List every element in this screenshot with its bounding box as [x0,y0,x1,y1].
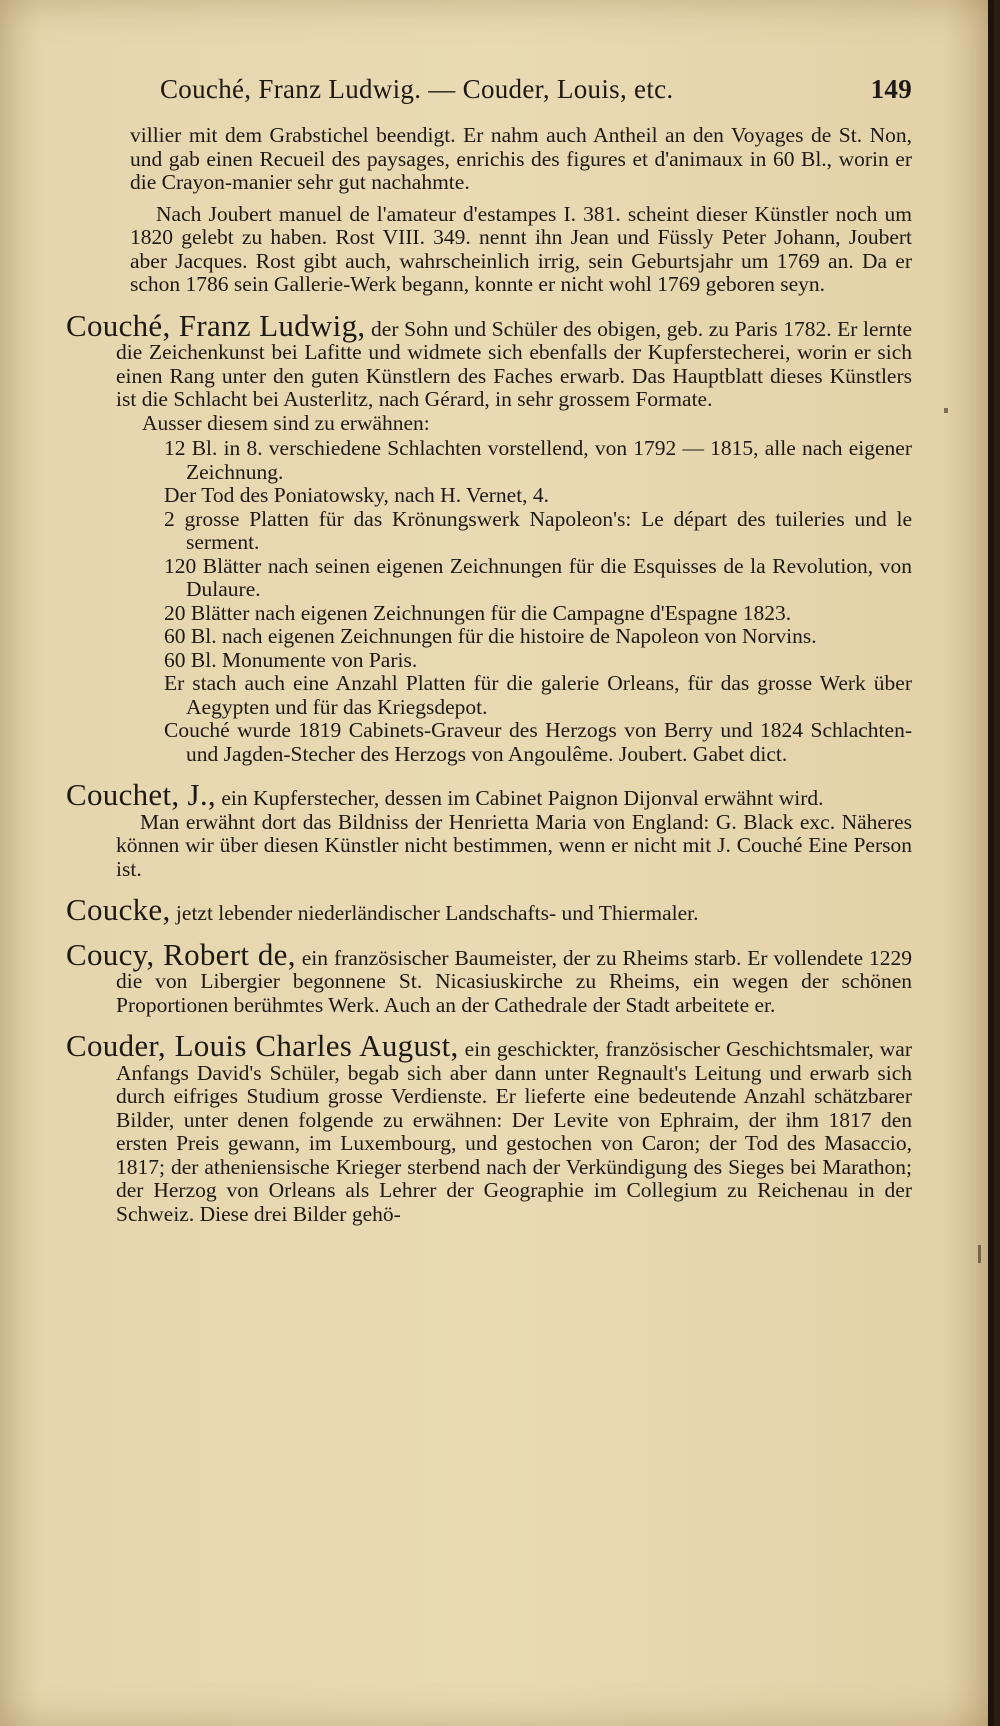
entry-couchet [66,777,912,812]
entry-couder [66,1028,912,1226]
works-list [66,437,912,766]
works-item: Der Tod des Poniatowsky, nach H. Vernet, 4. [164,483,550,507]
ink-speck [944,408,948,413]
continued-paragraph: villier mit dem Grabstichel beendigt. Er nahm auch Antheil an den Voyages de St. Non, und gab einen Recueil des paysages, enrichis des figures et d'animaux in 60 Bl., worin er die Crayon-manier sehr gut nachahmte. [130,123,912,194]
entry-text: ein geschickter, französischer Geschichtsmaler, war Anfangs David's Schüler, begab sich aber dann unter Regnault's Leitung und erwarb sich durch eifriges Studium grosse Verdienste. Er lieferte eine bedeutende Anzahl schätzbarer Bilder, unter denen folgende zu erwähnen: Der Levite von Ephraim, der ihm 1817 den ersten Preis gewann, im Luxembourg, und gestochen von Caron; der Tod des Masaccio, 1817; der atheniensische Krieger sterbend nach der Verkündigung des Sieges bei Marathon; der Herzog von Orleans als Lehrer der Geographie im Collegium zu Reichenau in der Schweiz. Diese drei Bilder gehö- [116,1037,912,1226]
works-item: 12 Bl. in 8. verschiedene Schlachten vorstellend, von 1792 — 1815, alle nach eigener Zeichnung. [164,436,912,484]
page-body [66,124,912,1226]
entry-text: ein Kupferstecher, dessen im Cabinet Paignon Dijonval erwähnt wird. [221,786,824,810]
entry-headword: Couchet, J., [66,777,216,812]
entry-note: Man erwähnt dort das Bildniss der Henrietta Maria von England: G. Black exc. Näheres können wir über diesen Künstler nicht bestimmen, wenn er nicht mit J. Couché Eine Person ist. [116,809,912,881]
page-number: 149 [870,74,912,104]
ink-speck [978,1245,981,1263]
works-item: 20 Blätter nach eigenen Zeichnungen für die Campagne d'Espagne 1823. [164,600,792,625]
entry-headword: Coucke, [66,892,171,927]
works-item: 60 Bl. Monumente von Paris. [164,647,418,672]
entry-headword: Couder, Louis Charles August, [66,1028,459,1063]
works-item: Couché wurde 1819 Cabinets-Graveur des Herzogs von Berry und 1824 Schlachten- und Jagden-Stecher des Herzogs von Angoulême. Joubert. Gabet dict. [164,718,912,766]
entry-text: der Sohn und Schüler des obigen, geb. zu Paris 1782. Er lernte die Zeichenkunst bei Lafitte und widmete sich ebenfalls der Kupferstecherei, worin er sich einen Rang unter den guten Künstlern des Faches erwarb. Das Hauptblatt dieses Künstlers ist die Schlacht bei Austerlitz, nach Gérard, in sehr grossem Formate. [116,316,912,411]
works-item: 2 grosse Platten für das Krönungswerk Napoleon's: Le départ des tuileries und le serment. [164,506,912,554]
entry-text: ein französischer Baumeister, der zu Rheims starb. Er vollendete 1229 die von Libergier begonnene St. Nicasiuskirche zu Rheims, ein wegen der schönen Proportionen berühmtes Werk. Auch an der Cathedrale der Stadt arbeitete er. [116,945,912,1017]
running-title: Couché, Franz Ludwig. — Couder, Louis, etc. [160,74,674,104]
entry-coucy [66,936,912,1018]
works-item: Er stach auch eine Anzahl Platten für die galerie Orleans, für das grosse Werk über Aegypten und für das Kriegsdepot. [164,671,912,719]
entry-headword: Couché, Franz Ludwig, [66,307,366,343]
page-binding-edge [988,0,994,1726]
entry-headword: Coucy, Robert de, [66,936,296,972]
entry-coucke [66,892,912,927]
running-header [160,74,912,114]
works-item: 60 Bl. nach eigenen Zeichnungen für die histoire de Napoleon von Norvins. [164,624,817,648]
note-paragraph: Nach Joubert manuel de l'amateur d'estampes I. 381. scheint dieser Künstler noch um 1820 gelebt zu haben. Rost VIII. 349. nennt ihn Jean und Füssly Peter Johann, Joubert aber Jacques. Rost gibt auch, wahrscheinlich irrig, sein Geburtsjahr um 1769 an. Da er schon 1786 sein Gallerie-Werk begann, konnte er nicht wohl 1769 geboren seyn. [130,201,912,296]
entry-text: jetzt lebender niederländischer Landschafts- und Thiermaler. [175,901,699,925]
entry-couche [66,307,912,412]
works-intro: Ausser diesem sind zu erwähnen: [142,410,430,435]
works-item: 120 Blätter nach seinen eigenen Zeichnungen für die Esquisses de la Revolution, von Dulaure. [164,553,912,601]
